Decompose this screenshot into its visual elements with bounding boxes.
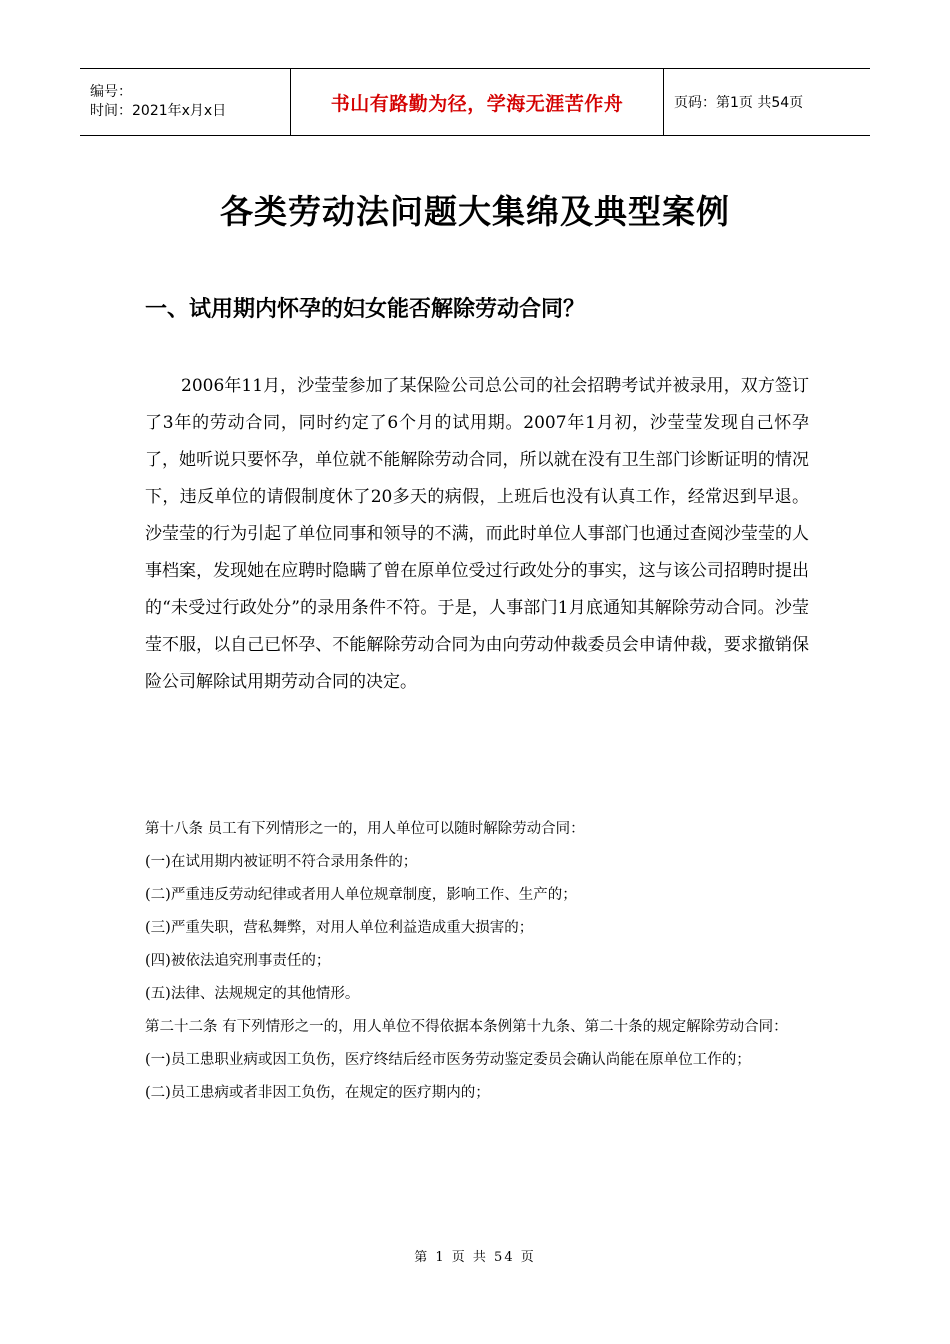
- case-paragraph: 2006年11月，沙莹莹参加了某保险公司总公司的社会招聘考试并被录用，双方签订了3年的劳动合同，同时约定了6个月的试用期。2007年1月初，沙莹莹发现自己怀孕了，她听说只要怀孕，单位就不能解除劳动合同，所以就在没有卫生部门诊断证明的情况下，违反单位的请假制度休了20多天的病假，上班后也没有认真工作，经常迟到早退。沙莹莹的行为引起了单位同事和领导的不满，而此时单位人事部门也通过查阅沙莹莹的人事档案，发现她在应聘时隐瞒了曾在原单位受过行政处分的事实，这与该公司招聘时提出的“未受过行政处分”的录用条件不符。于是，人事部门1月底通知其解除劳动合同。沙莹莹不服，以自己已怀孕、不能解除劳动合同为由向劳动仲裁委员会申请仲裁，要求撤销保险公司解除试用期劳动合同的决定。: [145, 376, 809, 692]
- document-title: 各类劳动法问题大集绵及典型案例: [220, 192, 730, 231]
- page-footer: 第 1 页 共 54 页: [414, 1250, 536, 1265]
- article-line: (一)在试用期内被证明不符合录用条件的；: [145, 854, 418, 870]
- article-line: (五)法律、法规规定的其他情形。: [145, 986, 360, 1002]
- header-motto: 书山有路勤为径，学海无涯苦作舟: [291, 69, 664, 136]
- regulation-articles: [145, 813, 817, 1110]
- article-line: (一)员工患职业病或因工负伤，医疗终结后经市医务劳动鉴定委员会确认尚能在原单位工作的；: [145, 1052, 751, 1068]
- article-line: (三)严重失职，营私舞弊，对用人单位利益造成重大损害的；: [145, 920, 534, 936]
- document-number-label: 编号：: [90, 84, 132, 100]
- section-heading: 一、试用期内怀孕的妇女能否解除劳动合同？: [145, 297, 586, 322]
- article-line: (四)被依法追究刑事责任的；: [145, 953, 331, 969]
- header-meta: [80, 69, 291, 136]
- page-header: [80, 68, 870, 136]
- article-line: 第十八条 员工有下列情形之一的，用人单位可以随时解除劳动合同：: [145, 821, 585, 837]
- article-line: (二)员工患病或者非因工负伤，在规定的医疗期内的；: [145, 1085, 490, 1101]
- article-line: 第二十二条 有下列情形之一的，用人单位不得依据本条例第十九条、第二十条的规定解除劳动合同：: [145, 1019, 788, 1035]
- header-page-info: 页码：第1页 共54页: [674, 95, 804, 111]
- article-line: (二)严重违反劳动纪律或者用人单位规章制度，影响工作、生产的；: [145, 887, 577, 903]
- document-time-label: 时间：2021年x月x日: [90, 103, 227, 119]
